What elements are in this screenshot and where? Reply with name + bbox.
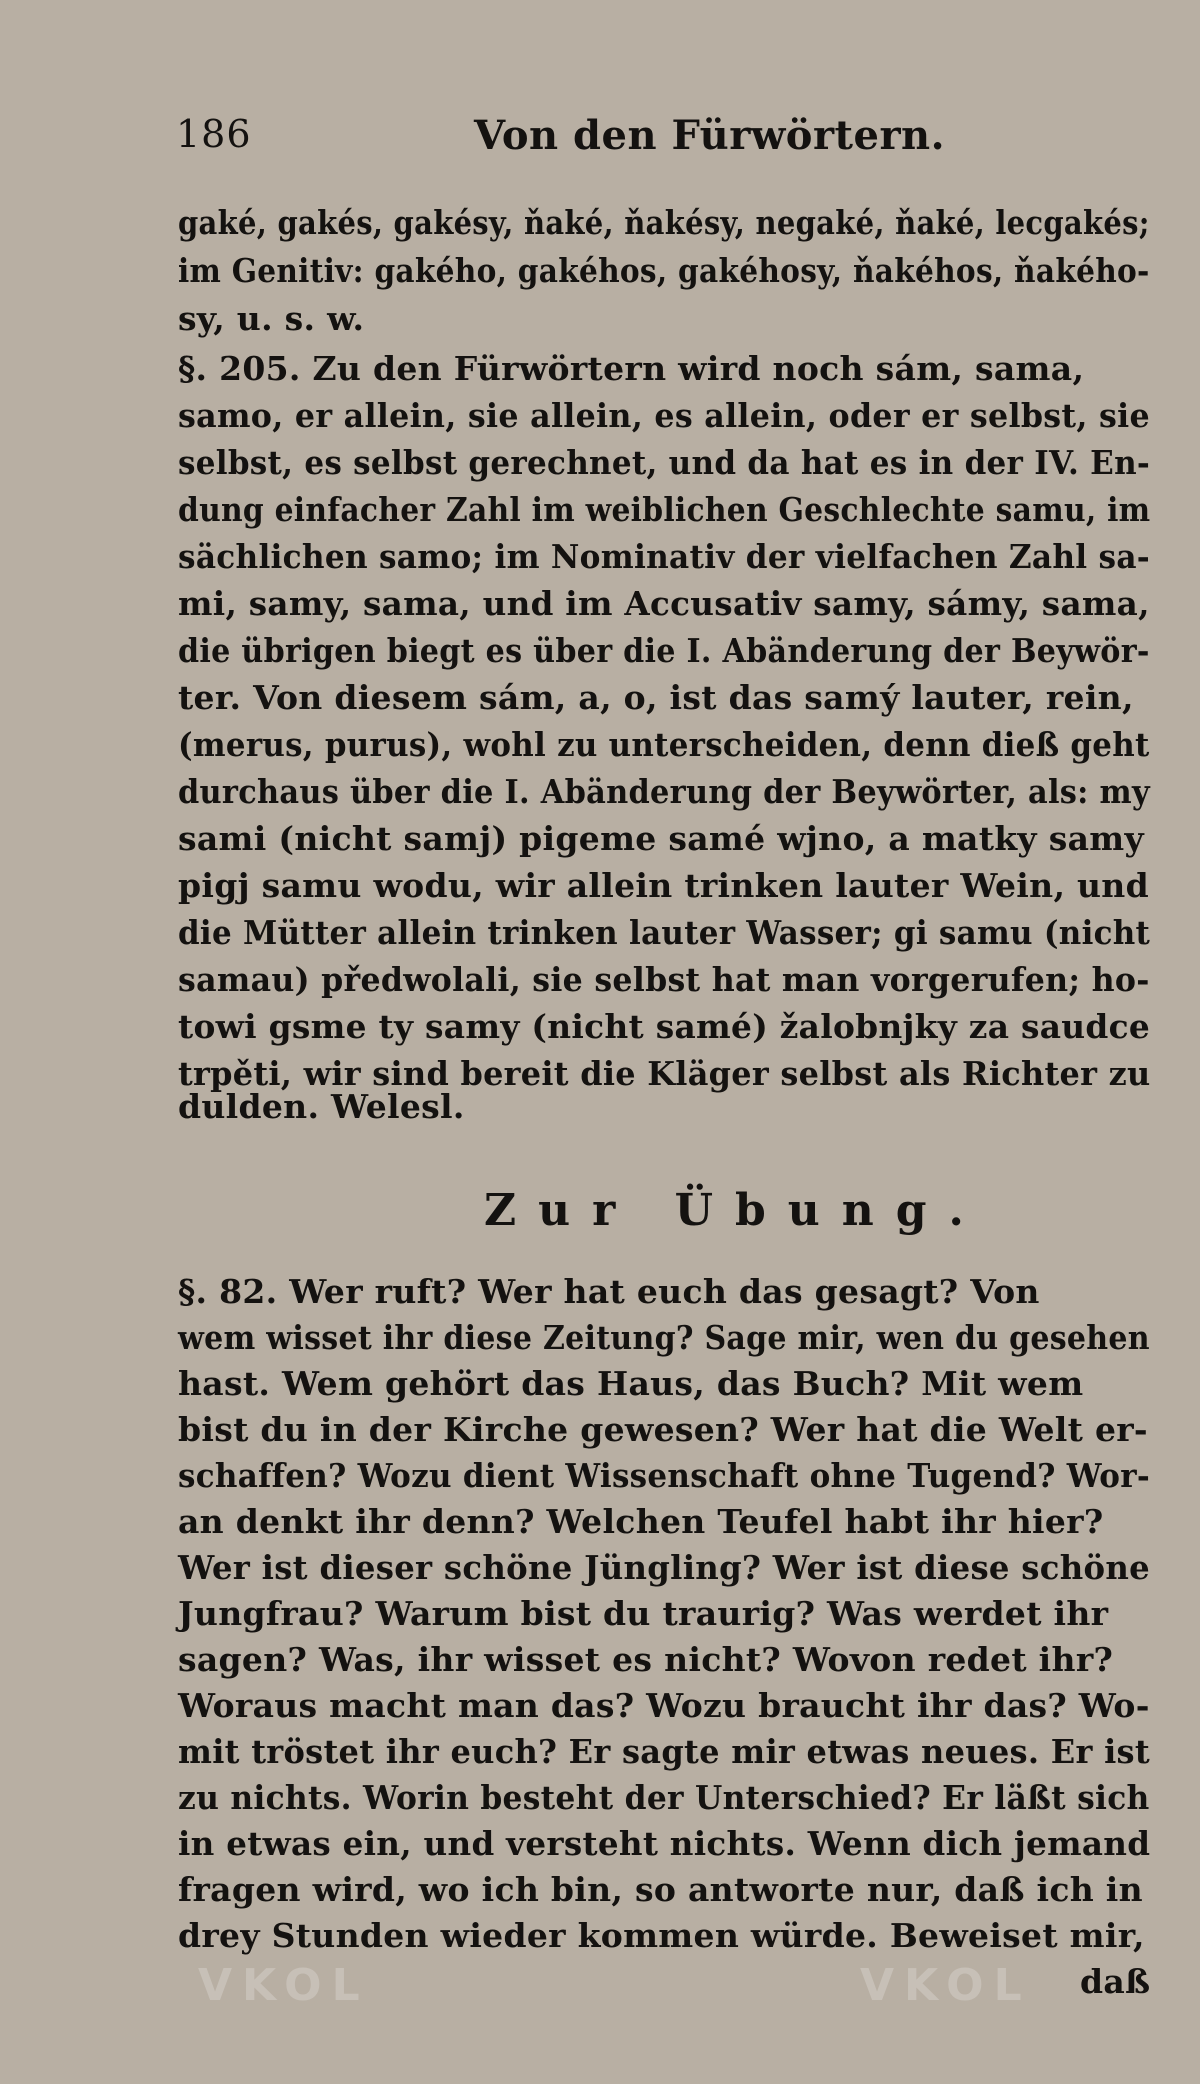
text-line: Woraus macht man das? Wozu braucht ihr das? Wo- [178,1686,1150,1725]
text-line: wem wisset ihr diese Zeitung? Sage mir, wen du gesehen [178,1318,1150,1357]
text-line: durchaus über die I. Abänderung der Beywörter, als: my [178,772,1150,811]
text-line: pigj samu wodu, wir allein trinken lauter Wein, und [178,866,1149,905]
text-line: die übrigen biegt es über die I. Abänderung der Beywör- [178,631,1150,670]
text-line: samau) předwolali, sie selbst hat man vorgerufen; ho- [178,960,1150,999]
page-number: 186 [176,112,252,156]
text-line: gaké, gakés, gakésy, ňaké, ňakésy, negaké, ňaké, lecgakés; [178,203,1150,242]
text-line: §. 205. Zu den Fürwörtern wird noch sám, sama, [178,349,1085,388]
watermark: VKOL [198,1960,370,2011]
text-line: towi gsme ty samy (nicht samé) žalobnjky za saudce [178,1007,1151,1046]
text-line: mit tröstet ihr euch? Er sagte mir etwas neues. Er ist [178,1732,1150,1771]
text-line: (merus, purus), wohl zu unterscheiden, denn dieß geht [178,725,1150,764]
text-line: Jungfrau? Warum bist du traurig? Was werdet ihr [178,1594,1109,1633]
text-line: bist du in der Kirche gewesen? Wer hat die Welt er- [178,1410,1148,1449]
text-line: ter. Von diesem sám, a, o, ist das samý lauter, rein, [178,678,1134,717]
text-line: dulden. Welesl. [178,1087,465,1126]
running-title: Von den Fürwörtern. [474,112,946,159]
text-line: zu nichts. Worin besteht der Unterschied? Er läßt sich [178,1778,1150,1817]
text-line: Wer ist dieser schöne Jüngling? Wer ist diese schöne [178,1548,1151,1587]
text-line: sagen? Was, ihr wisset es nicht? Wovon redet ihr? [178,1640,1114,1679]
page-header [176,112,1096,172]
text-line: dung einfacher Zahl im weiblichen Geschlechte samu, im [178,490,1151,529]
text-line: an denkt ihr denn? Welchen Teufel habt ihr hier? [178,1502,1104,1541]
text-line: fragen wird, wo ich bin, so antworte nur, daß ich in [178,1870,1143,1909]
text-line: selbst, es selbst gerechnet, und da hat es in der IV. En- [178,443,1151,482]
text-line: §. 82. Wer ruft? Wer hat euch das gesagt? Von [178,1272,1040,1311]
watermark: VKOL [860,1960,1032,2011]
text-line: hast. Wem gehört das Haus, das Buch? Mit wem [178,1364,1084,1403]
text-line: trpěti, wir sind bereit die Kläger selbst als Richter zu [178,1054,1151,1093]
text-line: mi, samy, sama, und im Accusativ samy, sámy, sama, [178,584,1150,623]
text-line: im Genitiv: gakého, gakéhos, gakéhosy, ňakéhos, ňakého- [178,251,1150,290]
text-line: sy, u. s. w. [178,299,365,338]
text-line: sami (nicht samj) pigeme samé wjno, a matky samy [178,819,1144,858]
section-heading: Zur Übung. [484,1185,986,1236]
text-line: in etwas ein, und versteht nichts. Wenn dich jemand [178,1824,1151,1863]
text-line: die Mütter allein trinken lauter Wasser; gi samu (nicht [178,913,1151,952]
text-line: drey Stunden wieder kommen würde. Beweiset mir, [178,1916,1145,1955]
text-line: sächlichen samo; im Nominativ der vielfachen Zahl sa- [178,537,1151,576]
text-line: schaffen? Wozu dient Wissenschaft ohne Tugend? Wor- [178,1456,1151,1495]
catchword: daß [1080,1962,1151,2001]
text-line: samo, er allein, sie allein, es allein, oder er selbst, sie [178,396,1150,435]
